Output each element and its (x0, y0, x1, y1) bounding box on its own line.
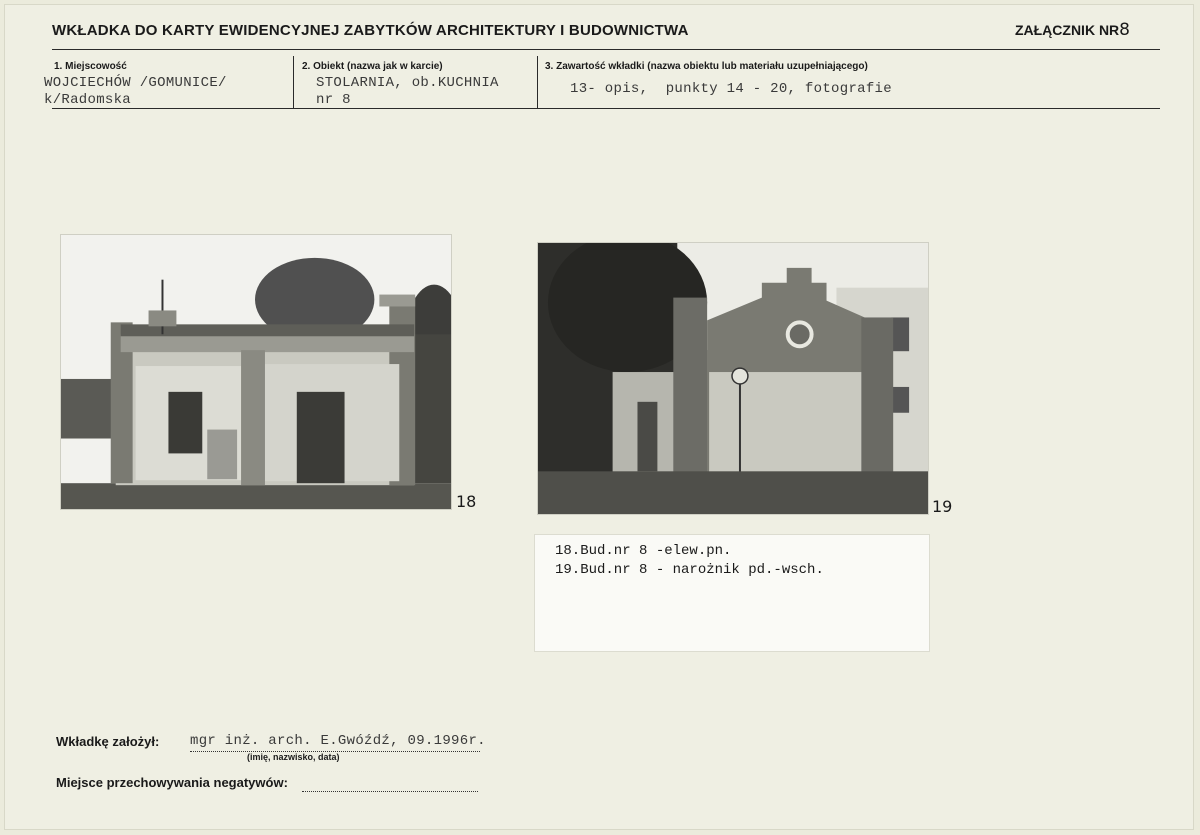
photo-19-number: 19 (932, 497, 953, 516)
header-bottom-rule (52, 108, 1160, 109)
object-value-line2: nr 8 (316, 92, 351, 108)
author-value: mgr inż. arch. E.Gwóźdź, 09.1996r. (190, 733, 486, 749)
negatives-label: Miejsce przechowywania negatywów: (56, 775, 288, 790)
header-divider-1 (293, 56, 294, 108)
caption-card (534, 534, 930, 652)
locality-label: 1. Miejscowość (54, 61, 127, 72)
negatives-dotted-line (302, 791, 478, 792)
object-value-line1: STOLARNIA, ob.KUCHNIA (316, 75, 499, 91)
header-top-rule (52, 49, 1160, 50)
photo-18 (60, 234, 452, 510)
form-title: WKŁADKA DO KARTY EWIDENCYJNEJ ZABYTKÓW ARCHITEKTURY I BUDOWNICTWA (52, 22, 689, 39)
content-label: 3. Zawartość wkładki (nazwa obiektu lub materiału uzupełniającego) (545, 61, 868, 72)
header-divider-2 (537, 56, 538, 108)
locality-value-line2: k/Radomska (44, 92, 132, 108)
author-sub-label: (imię, nazwisko, data) (247, 752, 340, 762)
photo-19-image (538, 243, 928, 514)
author-label: Wkładkę założył: (56, 734, 160, 749)
caption-19: 19.Bud.nr 8 - narożnik pd.-wsch. (555, 562, 824, 578)
annex-label (1015, 20, 1130, 40)
photo-18-number: 18 (456, 492, 477, 511)
annex-number: 8 (1119, 20, 1130, 40)
locality-value-line1: WOJCIECHÓW /GOMUNICE/ (44, 75, 227, 91)
caption-18: 18.Bud.nr 8 -elew.pn. (555, 543, 732, 559)
object-label: 2. Obiekt (nazwa jak w karcie) (302, 61, 443, 72)
content-value: 13- opis, punkty 14 - 20, fotografie (570, 81, 892, 97)
annex-label-text: ZAŁĄCZNIK NR (1014, 22, 1120, 38)
photo-18-image (61, 235, 451, 509)
photo-19 (537, 242, 929, 515)
